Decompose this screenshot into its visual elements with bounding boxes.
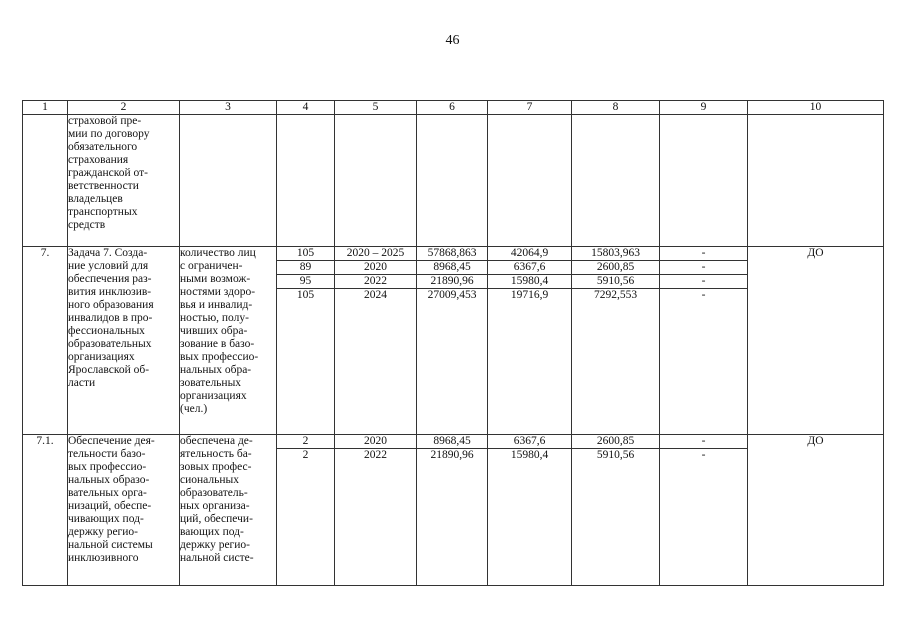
task7-value-c7: 6367,6 [488, 261, 571, 275]
task7-value-c8: 15803,963 [572, 247, 659, 261]
task7-value-c9: - [660, 261, 747, 275]
task71-total: 8968,45 [417, 435, 487, 449]
task7-total: 21890,96 [417, 275, 487, 289]
task7-total: 57868,863 [417, 247, 487, 261]
task7-value-c9: - [701, 289, 706, 301]
task7-value-c8: 2600,85 [572, 261, 659, 275]
task7-value-c4: 95 [277, 275, 334, 289]
task71-value-c4: 2 [302, 449, 309, 461]
task71-value-c9: - [701, 449, 706, 461]
task7-value-c8: 5910,56 [572, 275, 659, 289]
header-cell: 10 [748, 101, 884, 115]
continuation-row [23, 115, 884, 247]
task7-year: 2020 – 2025 [335, 247, 416, 261]
task7-row [23, 247, 884, 435]
task71-executor: ДО [807, 435, 824, 447]
task71-total: 21890,96 [430, 449, 474, 461]
task71-number: 7.1. [36, 435, 54, 447]
header-cell: 1 [23, 101, 68, 115]
task7-number: 7. [40, 247, 50, 259]
task7-value-c9: - [660, 275, 747, 289]
task71-value-c8: 2600,85 [572, 435, 659, 449]
task7-executor: ДО [807, 247, 824, 259]
task71-year: 2020 [335, 435, 416, 449]
continuation-text: страховой пре- мии по договору обязательного страхования гражданской от- ветственности владельцев транспортных средств [68, 115, 150, 231]
task7-total: 8968,45 [417, 261, 487, 275]
task7-value-c4: 105 [277, 247, 334, 261]
header-cell: 7 [488, 101, 572, 115]
task7-year: 2022 [335, 275, 416, 289]
task71-value-c4: 2 [277, 435, 334, 449]
task7-value-c4: 105 [296, 289, 315, 301]
header-cell: 2 [68, 101, 180, 115]
task7-value-c7: 42064,9 [488, 247, 571, 261]
task7-year: 2024 [364, 289, 387, 301]
task7-value-c7: 15980,4 [488, 275, 571, 289]
header-cell: 6 [417, 101, 488, 115]
program-table [22, 100, 884, 586]
task71-value-c8: 5910,56 [596, 449, 635, 461]
page-number: 46 [445, 33, 460, 48]
task71-value-c9: - [660, 435, 747, 449]
header-cell: 9 [660, 101, 748, 115]
task71-row [23, 435, 884, 586]
header-cell: 4 [277, 101, 335, 115]
task7-name: Задача 7. Созда- ние условий для обеспечения раз- вития инклюзив- ного образования инвалидов в про- фессиональных образовательных организациях Ярославской об- ласти [68, 247, 154, 389]
header-cell: 3 [180, 101, 277, 115]
header-row [23, 101, 884, 115]
task71-indicator: обеспечена де- ятельность ба- зовых профес- сиональных образователь- ных организа- ций, обеспечи- вающих под- держку регио- нальной систе- [180, 435, 254, 564]
task7-value-c7: 19716,9 [510, 289, 549, 301]
task71-value-c7: 6367,6 [488, 435, 571, 449]
task71-year: 2022 [364, 449, 387, 461]
task71-name: Обеспечение дея- тельности базо- вых профессио- нальных образо- вательных орга- низаций, обеспе- чивающих под- держку регио- нальной системы инклюзивного [68, 435, 155, 564]
header-cell: 8 [572, 101, 660, 115]
task7-value-c4: 89 [277, 261, 334, 275]
task7-value-c8: 7292,553 [593, 289, 638, 301]
task7-indicator: количество лиц с ограничен- ными возмож- ностями здоро- вья и инвалид- ностью, полу- чивших обра- зование в базо- вых профессио- нальных обра- зовательных организациях (чел.) [180, 247, 259, 415]
task7-year: 2020 [335, 261, 416, 275]
header-cell: 5 [335, 101, 417, 115]
task7-value-c9: - [660, 247, 747, 261]
task71-value-c7: 15980,4 [510, 449, 549, 461]
task7-total: 27009,453 [427, 289, 477, 301]
